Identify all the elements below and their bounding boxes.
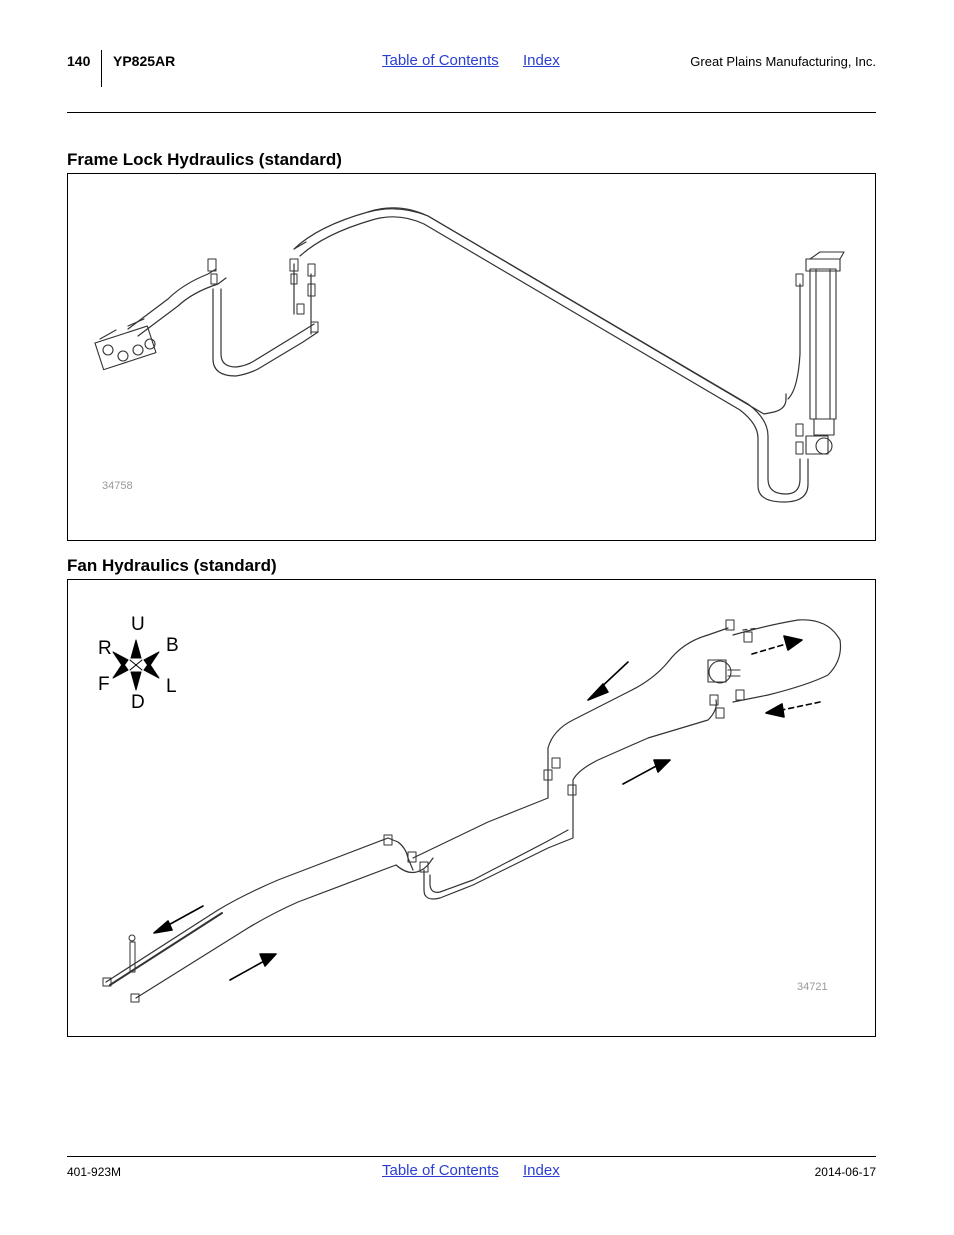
doc-number: 401-923M [67, 1165, 122, 1179]
section-title-fan: Fan Hydraulics (standard) [67, 556, 277, 575]
fan-hydraulics-diagram [68, 580, 875, 1036]
compass-front-label: F [98, 674, 110, 695]
header-divider [101, 50, 102, 87]
model-name: YP825AR [113, 53, 176, 69]
compass-down-label: D [131, 692, 145, 713]
header-toc-link[interactable]: Table of Contents [382, 52, 499, 69]
figure-id: 34758 [102, 480, 133, 492]
compass-up-label: U [131, 614, 145, 635]
compass-back-label: B [166, 635, 179, 656]
compass-left-label: L [166, 676, 177, 697]
figure-id: 34721 [797, 981, 828, 993]
footer-index-link[interactable]: Index [523, 1162, 560, 1179]
header-index-link[interactable]: Index [523, 52, 560, 69]
page-header [67, 50, 876, 90]
header-rule [67, 112, 876, 113]
frame-lock-hydraulics-diagram [68, 174, 875, 540]
company-name: Great Plains Manufacturing, Inc. [690, 54, 876, 69]
footer-rule [67, 1156, 876, 1157]
publish-date: 2014-06-17 [814, 1165, 876, 1179]
page-number: 140 [67, 53, 91, 69]
section-title-frame-lock: Frame Lock Hydraulics (standard) [67, 150, 342, 169]
footer-toc-link[interactable]: Table of Contents [382, 1162, 499, 1179]
frame-lock-figure [67, 173, 876, 541]
orientation-compass-icon [113, 640, 159, 690]
fan-figure [67, 579, 876, 1037]
compass-right-label: R [98, 638, 112, 659]
